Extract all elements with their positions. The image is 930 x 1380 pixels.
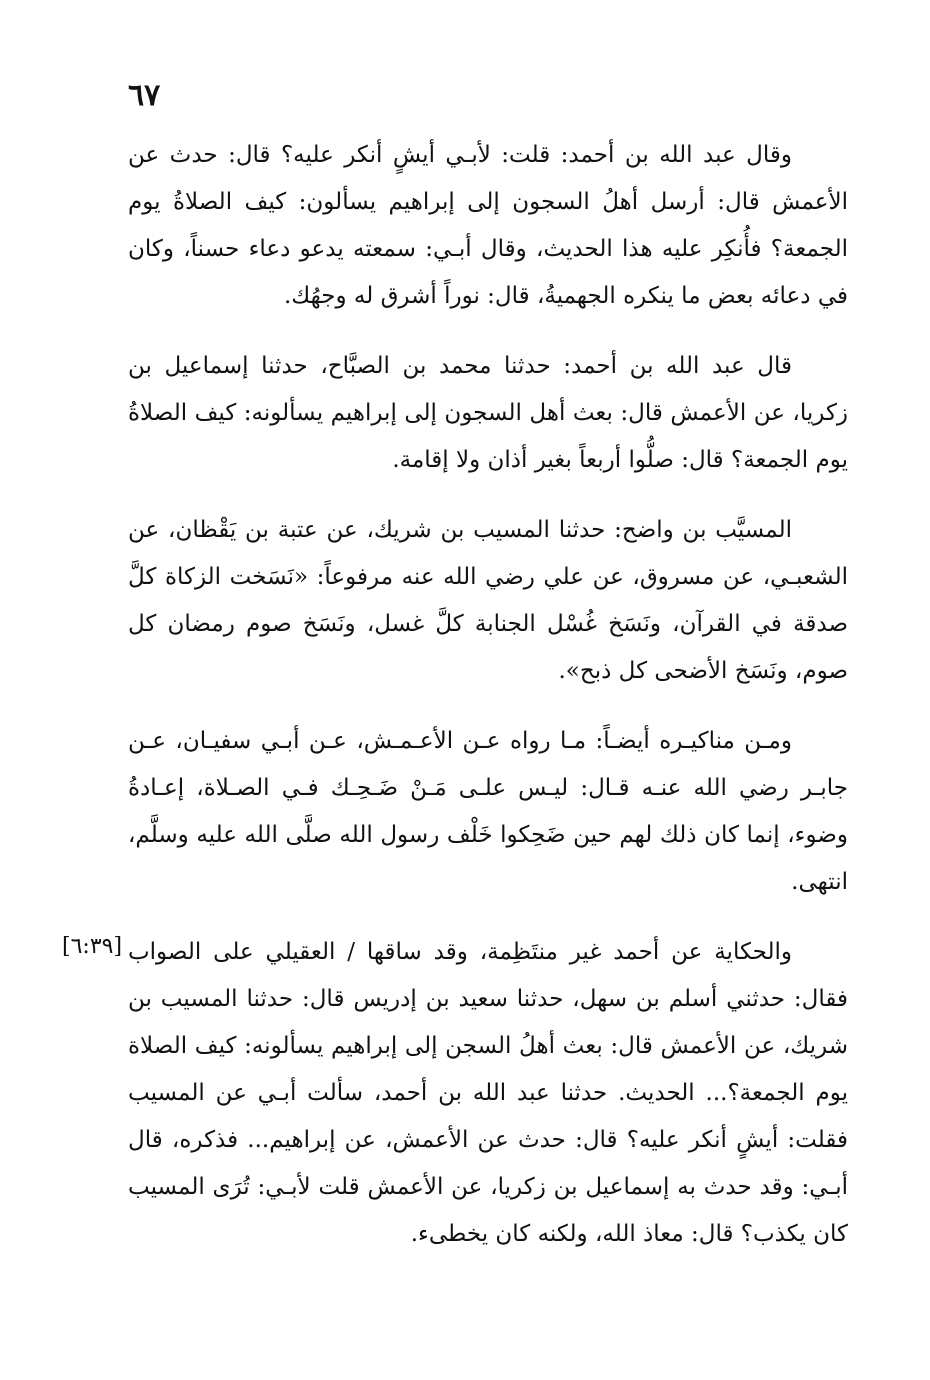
text-line: انتهى. xyxy=(791,869,848,895)
text-line: وضوء، إنما كان ذلك لهم حين ضَحِكوا خَلْف رسول الله صلَّى الله عليه وسلَّم، xyxy=(128,822,848,848)
text-line: أبـي: وقد حدث به إسماعيل بن زكريا، عن الأعمش قلت لأبـي: تُرَى المسيب xyxy=(128,1174,848,1200)
paragraph-2 xyxy=(128,343,848,484)
text-line: كان يكذب؟ قال: معاذ الله، ولكنه كان يخطىء. xyxy=(410,1221,848,1247)
text-line: قال عبد الله بن أحمد: حدثنا محمد بن الصبَّاح، حدثنا إسماعيل بن xyxy=(128,353,792,379)
page-number: ٦٧ xyxy=(128,78,161,113)
paragraph-4 xyxy=(128,718,848,906)
text-line: في دعائه بعض ما ينكره الجهميةُ، قال: نوراً أشرق له وجهُك. xyxy=(283,283,848,309)
paragraph-3 xyxy=(128,507,848,695)
text-line: صوم، ونَسَخ الأضحى كل ذبح». xyxy=(558,658,848,684)
text-line: يوم الجمعة؟ قال: صلُّوا أربعاً بغير أذان ولا إقامة. xyxy=(392,447,848,473)
text-line: الشعبـي، عن مسروق، عن علي رضي الله عنه مرفوعاً: «نَسَخت الزكاة كلَّ xyxy=(128,564,848,590)
text-line: الجمعة؟ فأُنكِر عليه هذا الحديث، وقال أبـي: سمعته يدعو دعاء حسناً، وكان xyxy=(128,236,848,262)
text-line: ومـن مناكيـره أيضـاً: مـا رواه عـن الأعـمـش، عـن أبـي سفيـان، عـن xyxy=(128,728,792,754)
paragraph-5 xyxy=(128,929,848,1258)
paragraph-1 xyxy=(128,132,848,320)
text-line: صدقة في القرآن، ونَسَخ غُسْل الجنابة كلَّ غسل، ونَسَخ صوم رمضان كل xyxy=(128,611,848,637)
text-line: والحكاية عن أحمد غير منتَظِمة، وقد ساقها / العقيلي على الصواب xyxy=(128,939,792,965)
text-line: وقال عبد الله بن أحمد: قلت: لأبـي أيشٍ أنكر عليه؟ قال: حدث عن xyxy=(128,142,792,168)
text-line: يوم الجمعة؟... الحديث. حدثنا عبد الله بن أحمد، سألت أبـي عن المسيب xyxy=(128,1080,848,1106)
text-line: شريك، عن الأعمش قال: بعث أهلُ السجن إلى إبراهيم يسألونه: كيف الصلاة xyxy=(128,1033,848,1059)
margin-reference: [٦:٣٩] xyxy=(62,934,123,959)
text-line: فقال: حدثني أسلم بن سهل، حدثنا سعيد بن إدريس قال: حدثنا المسيب بن xyxy=(128,986,848,1012)
text-line: زكريا، عن الأعمش قال: بعث أهل السجون إلى إبراهيم يسألونه: كيف الصلاةُ xyxy=(128,400,848,426)
text-line: الأعمش قال: أرسل أهلُ السجون إلى إبراهيم يسألون: كيف الصلاةُ يوم xyxy=(128,189,848,215)
text-line: المسيَّب بن واضح: حدثنا المسيب بن شريك، عن عتبة بن يَقْظان، عن xyxy=(128,517,792,543)
text-line: جابـر رضي الله عنـه قـال: ليـس علـى مَـنْ ضَـحِـك فـي الصـلاة، إعـادةُ xyxy=(128,775,848,801)
page-body xyxy=(128,132,848,1281)
text-line: فقلت: أيشٍ أنكر عليه؟ قال: حدث عن الأعمش، عن إبراهيم... فذكره، قال xyxy=(128,1127,848,1153)
